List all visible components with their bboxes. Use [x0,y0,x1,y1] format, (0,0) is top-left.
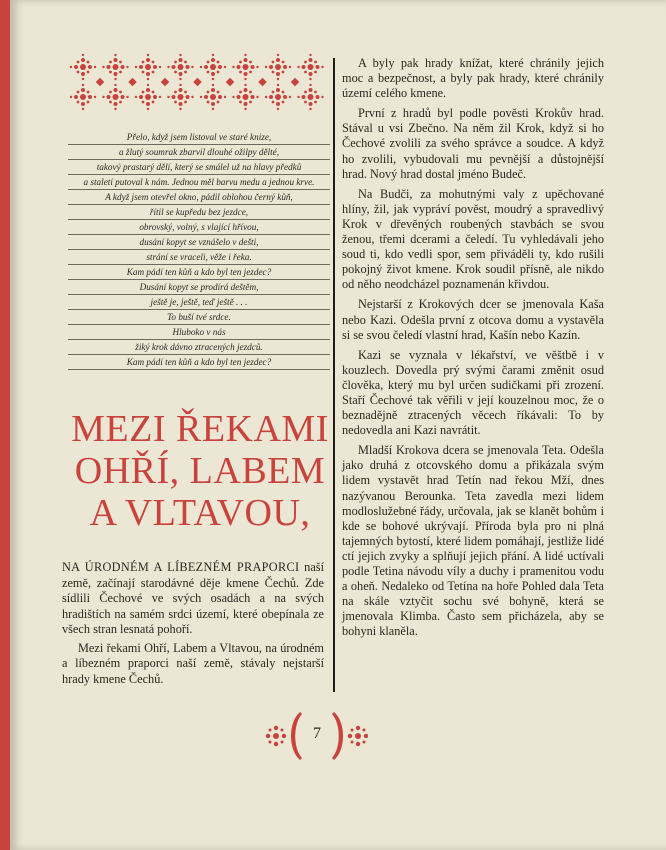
poem-line: a staletí putoval k nám. Jednou měl barvu medu a jednou krve. [68,175,330,190]
poem-line: Kam pádí ten kůň a kdo byl ten jezdec? [68,265,330,280]
chapter-title [60,408,340,534]
chapter-title-line-1: MEZI ŘEKAMI [71,408,329,450]
right-paragraph: Nejstarší z Krokových dcer se jmenovala Kaša nebo Kazi. Odešla první z otcova domu a vystavěla si se svou čeledí vlastní hrad, Kašín nebo Kazín. [342,297,604,342]
poem-line: a žlutý soumrak zbarvil dlouhé ožilpy dělté, [68,145,330,160]
poem-line: Hluboko v nás [68,325,330,340]
poem-line: ještě je, ještě, teď ještě . . . [68,295,330,310]
left-column-text [62,560,324,687]
lead-in-caps: NA ÚRODNÉM A LÍBEZNÉM PRAPORCI [62,560,300,574]
folk-ornament-header [68,52,326,112]
left-paragraph-2: Mezi řekami Ohří, Labem a Vltavou, na úrodném a líbezném praporci naší země, stávaly nejstarší hrady kmene Čechů. [62,640,324,686]
poem-line: Přelo, když jsem listoval ve staré knize, [68,130,330,145]
poem-line: Kam pádí ten kůň a kdo byl ten jezdec? [68,355,330,370]
chapter-title-line-2: OHŘÍ, LABEM [74,450,326,492]
poem-line: To buší tvé srdce. [68,310,330,325]
chapter-title-line-3: A VLTAVOU, [89,492,311,534]
poem-line: dusání kopyt se vznášelo v dešti, [68,235,330,250]
left-paragraph-1 [62,560,324,638]
page-number: 7 [313,725,321,742]
right-paragraph: A byly pak hrady knížat, které chránily jejich moc a bezpečnost, a byly pak hrady, které chránily území celého kmene. [342,56,604,101]
right-paragraph: Na Budči, za mohutnými valy z upěchované hlíny, žil, jak vypráví pověst, moudrý a spravedlivý Krok v dřevěných roubených stavbách se svou ženou, třemi dcerami a čeledí. Tu vyhledávali jeho soud ti, kdo vedli spor, sem přiváděli ty, kdo rušili pokojný život kmene. Krok soudil přísně, ale nikdo od něho neodcházel poznamenán křivdou. [342,186,604,292]
poem-block [68,130,330,370]
poem-line: strání se vraceli, věže i řeka. [68,250,330,265]
poem-line: žiký krok dávno ztracených jezdců. [68,340,330,355]
poem-line: A když jsem otevřel okno, pádil oblohou černý kůň, [68,190,330,205]
column-divider [333,58,335,692]
poem-line: obrovský, volný, s vlající hřívou, [68,220,330,235]
page-binding-edge [0,0,10,850]
right-paragraph: První z hradů byl podle pověsti Krokův hrad. Stával u vsi Zbečno. Na něm žil Krok, když si ho Čechové zvolili za svého správce a soudce. A když ho zvolili, vybudovali mu pevnější a důstojnější hrad. Nový hrad dostal jméno Budeč. [342,106,604,181]
poem-line: Dusání kopyt se prodírá deštěm, [68,280,330,295]
poem-line: řítil se kupředu bez jezdce, [68,205,330,220]
paragraph-1-rest: naší země, začínají starodávné děje kmene Čechů. Zde sídlili Čechové ve svých osadách a na svých hradištích na samém srdci území, které obepínala ze všech stran lesnatá pohoří. [62,560,324,636]
right-paragraph: Kazi se vyznala v lékařství, ve věštbě i v kouzlech. Dovedla prý svými čarami změnit osud člověka, který mu byl určen sudičkami při zrození. Staří Čechové tak věřili v její kouzelnou moc, že o beznadějně ztracených věcech říkávali: To by nedovedla ani Kazi navrátit. [342,347,604,438]
page-number-ornament [266,708,368,764]
right-paragraph: Mladší Krokova dcera se jmenovala Teta. Odešla jako druhá z otcovského domu a přikázala svým lidem vystavět hrad Tetín nad řekou Mží, dnes nazývanou Berounka. Teta zavedla mezi lidem modloslužebné řády, určovala, jak se klanět bohům i kde se bohové ukrývají. Příroda byla pro ni plná tajemných bytostí, které lidem pomáhají, jestliže lidé ctí jejich zvyky a splňují jejich přání. A lidé uctívali podle Tetina návodu víly a duchy i pramenitou vodu a oheň. Nedaleko od Tetína na hoře Pohled dala Teta na skále vztyčit sochu své bohyně, která se jmenovala Klimba. Často sem přicházela, aby se bohyni klaněla. [342,443,604,639]
right-column-text [342,56,604,644]
poem-line: takový prastarý dělí, který se smálel už na hlavy předků [68,160,330,175]
